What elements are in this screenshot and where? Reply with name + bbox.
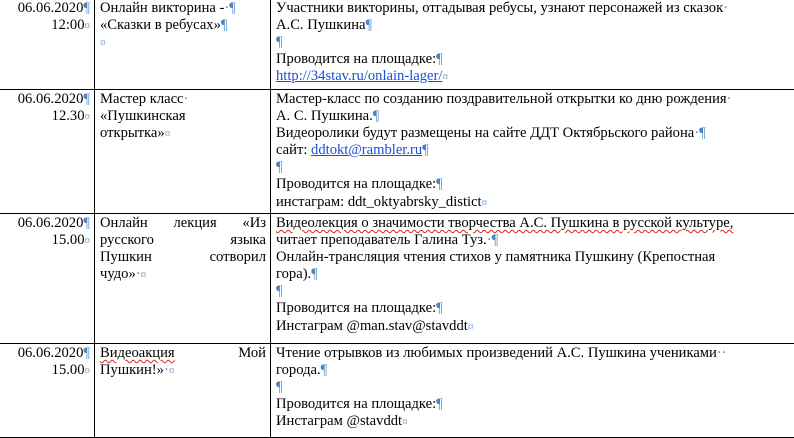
venue-label: Проводится на площадке:: [276, 396, 436, 412]
event-title-word: Видеоакция: [100, 345, 175, 362]
description-line: Чтение отрывков из любимых произведений А.С. Пушкина учениками: [276, 345, 717, 361]
end-of-cell-icon: ¤: [402, 416, 408, 428]
description-line: гора).: [276, 266, 311, 282]
venue-link[interactable]: http://34stav.ru/onlain-lager/: [276, 68, 442, 84]
venue-label: Проводится на площадке:: [276, 51, 436, 67]
pilcrow-icon: ¶: [229, 0, 236, 16]
date-cell[interactable]: [0, 344, 95, 438]
pilcrow-icon: ¶: [83, 215, 90, 231]
pilcrow-icon: ¶: [311, 266, 318, 282]
end-of-cell-icon: ¤: [85, 365, 91, 377]
pilcrow-icon: ¶: [276, 34, 283, 50]
end-of-cell-icon: ¤: [100, 37, 106, 49]
event-date: 06.06.2020: [18, 0, 84, 16]
pilcrow-icon: ¶: [221, 17, 228, 33]
description-line: Онлайн-трансляция чтения стихов у памятника Пушкину (Крепостная: [276, 249, 715, 265]
pilcrow-icon: ¶: [83, 345, 90, 361]
event-cell[interactable]: Мастер класс· «Пушкинская открытка»¤: [95, 90, 271, 214]
end-of-cell-icon: ¤: [169, 365, 175, 377]
table-row: [0, 0, 794, 90]
event-title-word: Пушкин: [100, 249, 152, 266]
pilcrow-icon: ¶: [436, 396, 443, 412]
description-line: Мастер-класс по созданию поздравительной открытки ко дню рождения: [276, 91, 727, 107]
venue-label: Проводится на площадке:: [276, 300, 436, 316]
venue-value: Инстаграм @man.stav@stavddt: [276, 318, 468, 334]
description-cell[interactable]: Участники викторины, отгадывая ребусы, узнают персонажей из сказок· А.С. Пушкина¶ ¶ Проводится на площадке:¶ http://34stav.ru/onlain-lager/¤: [271, 0, 794, 90]
pilcrow-icon: ¶: [276, 159, 283, 175]
venue-label: Проводится на площадке:: [276, 176, 436, 192]
pilcrow-icon: ¶: [373, 108, 380, 124]
description-cell[interactable]: Чтение отрывков из любимых произведений А.С. Пушкина учениками·· города.¶ ¶ Проводится на площадке:¶ Инстаграм @stavddt¤: [271, 344, 794, 438]
description-line: города.: [276, 362, 321, 378]
description-cell[interactable]: Мастер-класс по созданию поздравительной открытки ко дню рождения· А. С. Пушкина.¶ Видеоролики будут размещены на сайте ДДТ Октябрьского района·¶ сайт: ddtokt@rambler.ru¶ ¶ Проводится на площадке:¶ инстаграм: ddt_oktyabrsky_distict¤: [271, 90, 794, 214]
date-cell[interactable]: [0, 214, 95, 344]
pilcrow-icon: ¶: [276, 283, 283, 299]
event-time: 12.30: [52, 108, 85, 124]
description-line: Видеолекция о значимости творчества А.С. Пушкина в русской культуре,: [276, 215, 733, 231]
end-of-cell-icon: ¤: [85, 235, 91, 247]
end-of-cell-icon: ¤: [468, 321, 474, 333]
site-label: сайт:: [276, 142, 307, 158]
end-of-cell-icon: ¤: [482, 197, 488, 209]
pilcrow-icon: ¶: [321, 362, 328, 378]
end-of-cell-icon: ¤: [442, 71, 448, 83]
end-of-cell-icon: ¤: [85, 20, 91, 32]
event-time: 12:00: [51, 17, 84, 33]
pilcrow-icon: ¶: [699, 125, 706, 141]
description-line: читает преподаватель Галина Туз.: [276, 232, 487, 248]
description-line: А. С. Пушкина.: [276, 108, 373, 124]
table-row: [0, 344, 794, 438]
event-title-word: «Из: [242, 215, 266, 232]
pilcrow-icon: ¶: [492, 232, 499, 248]
event-title-line: «Пушкинская: [100, 108, 186, 124]
venue-value: Инстаграм @stavddt: [276, 413, 402, 429]
email-link[interactable]: ddtokt@rambler.ru: [311, 142, 422, 158]
event-title-line: открытка»: [100, 125, 165, 141]
pilcrow-icon: ¶: [436, 176, 443, 192]
pilcrow-icon: ¶: [276, 379, 283, 395]
event-title-word: лекция: [173, 215, 216, 232]
pilcrow-icon: ¶: [436, 300, 443, 316]
event-title-word: языка: [230, 232, 266, 249]
event-cell[interactable]: Онлайн лекция «Из русского языка Пушкин сотворил чудо»·¤: [95, 214, 271, 344]
event-title-line: Онлайн викторина -: [100, 0, 224, 16]
event-date: 06.06.2020: [18, 345, 84, 361]
event-title-word: чудо»: [100, 266, 136, 282]
description-line: Участники викторины, отгадывая ребусы, узнают персонажей из сказок: [276, 0, 723, 16]
event-cell[interactable]: Онлайн викторина -·¶ «Сказки в ребусах»¶ ¤: [95, 0, 271, 90]
pilcrow-icon: ¶: [436, 51, 443, 67]
event-time: 15.00: [52, 232, 85, 248]
description-cell[interactable]: Видеолекция о значимости творчества А.С. Пушкина в русской культуре, читает преподаватель Галина Туз.·¶ Онлайн-трансляция чтения стихов у памятника Пушкину (Крепостная гора).¶ ¶ Проводится на площадке:¶ Инстаграм @man.stav@stavddt¤: [271, 214, 794, 344]
pilcrow-icon: ¶: [83, 91, 90, 107]
event-title-line: «Сказки в ребусах»: [100, 17, 221, 33]
description-line: А.С. Пушкина: [276, 17, 365, 33]
table-row: [0, 214, 794, 344]
venue-value: инстаграм: ddt_oktyabrsky_distict: [276, 194, 482, 210]
event-time: 15.00: [52, 362, 85, 378]
event-date: 06.06.2020: [18, 215, 84, 231]
end-of-cell-icon: ¤: [85, 111, 91, 123]
event-title-word: Пушкин!»: [100, 362, 164, 378]
event-date: 06.06.2020: [18, 91, 84, 107]
event-title-word: сотворил: [210, 249, 266, 266]
pilcrow-icon: ¶: [422, 142, 429, 158]
event-title-word: Мой: [238, 345, 266, 362]
event-title-word: русского: [100, 232, 154, 249]
pilcrow-icon: ¶: [365, 17, 372, 33]
date-cell[interactable]: [0, 90, 95, 214]
end-of-cell-icon: ¤: [141, 269, 147, 281]
description-line: Видеоролики будут размещены на сайте ДДТ Октябрьского района: [276, 125, 694, 141]
event-title-line: Мастер класс: [100, 91, 184, 107]
table-row: [0, 90, 794, 214]
pilcrow-icon: ¶: [83, 0, 90, 16]
end-of-cell-icon: ¤: [165, 128, 171, 140]
event-title-word: Онлайн: [100, 215, 148, 232]
date-cell[interactable]: [0, 0, 95, 90]
event-cell[interactable]: Видеоакция Мой Пушкин!»·¤: [95, 344, 271, 438]
